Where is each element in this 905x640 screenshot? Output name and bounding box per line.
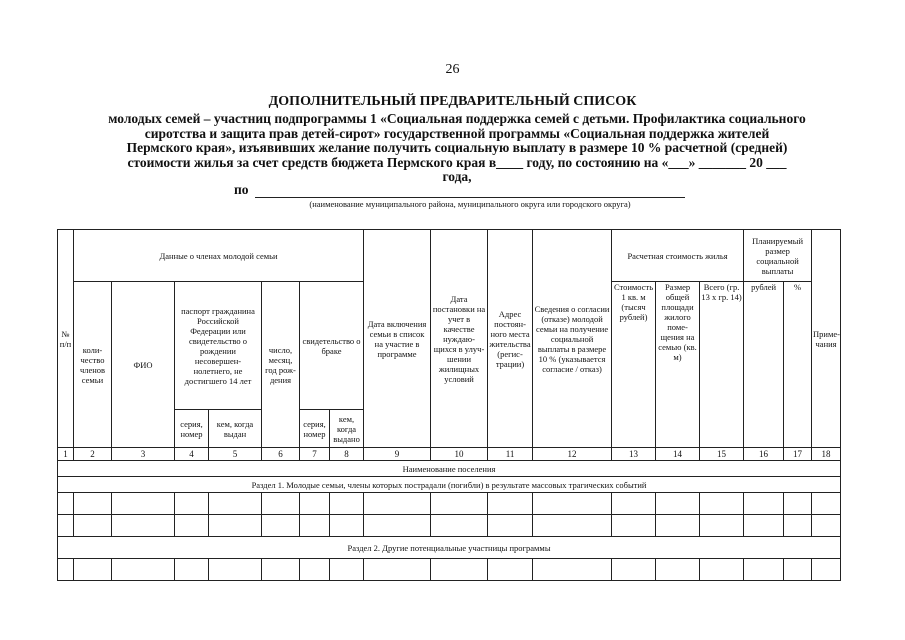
table-row <box>58 493 841 515</box>
column-number: 17 <box>784 448 812 461</box>
section-2-row: Раздел 2. Другие потенциальные участницы программы <box>58 537 841 559</box>
header-rub: рублей <box>744 282 784 448</box>
column-number: 15 <box>700 448 744 461</box>
header-registration-date: Дата постановки на учет в качестве нуждаю-щихся в улуч-шении жилищных условий <box>431 230 488 448</box>
column-number: 9 <box>364 448 431 461</box>
header-address: Адрес постоян-ного места жительства (регис-трации) <box>488 230 533 448</box>
column-number: 16 <box>744 448 784 461</box>
po-label: по <box>234 182 249 197</box>
page-number: 26 <box>445 62 460 77</box>
header-total: Всего (гр. 13 х гр. 14) <box>700 282 744 448</box>
header-num: № п/п <box>58 230 74 448</box>
header-marriage-issued: кем, когда выдано <box>330 410 364 448</box>
subtitle-line: сиротства и защита прав детей-сирот» государственной программы «Социальная поддержка жителей <box>144 125 770 141</box>
subtitle-line: Пермского края», изъявивших желание получить социальную выплату в размере 10 % расчетной (средней) <box>126 140 788 155</box>
column-number: 5 <box>209 448 262 461</box>
header-passport-issued: кем, когда выдан <box>209 410 262 448</box>
family-list-table <box>57 229 841 581</box>
settlement-name-row: Наименование поселения <box>58 461 841 477</box>
column-number: 13 <box>612 448 656 461</box>
column-number: 14 <box>656 448 700 461</box>
header-consent: Сведения о согласии (отказе) молодой семьи на получение социальной выплаты в размере 10 % (указывается согласие / отказ) <box>533 230 612 448</box>
header-area: Размер общей площади жилого поме-щения на семью (кв. м) <box>656 282 700 448</box>
header-birth: число, месяц, год рож-дения <box>262 282 300 448</box>
column-number: 11 <box>488 448 533 461</box>
column-number: 7 <box>300 448 330 461</box>
column-number: 12 <box>533 448 612 461</box>
column-number: 10 <box>431 448 488 461</box>
header-fio: ФИО <box>112 282 175 448</box>
header-passport: паспорт гражданина Российской Федерации или свидетельство о рождении несовершен-нолетнего, не достигшего 14 лет <box>175 282 262 410</box>
municipality-fill-line <box>255 197 685 198</box>
document-title: ДОПОЛНИТЕЛЬНЫЙ ПРЕДВАРИТЕЛЬНЫЙ СПИСОК <box>268 94 637 109</box>
section-1-row: Раздел 1. Молодые семьи, члены которых пострадали (погибли) в результате массовых трагических событий <box>58 477 841 493</box>
header-marriage: свидетельство о браке <box>300 282 364 410</box>
header-passport-series: серия, номер <box>175 410 209 448</box>
column-number: 4 <box>175 448 209 461</box>
header-inclusion-date: Дата включения семьи в список на участие в программе <box>364 230 431 448</box>
column-number: 2 <box>74 448 112 461</box>
column-number: 8 <box>330 448 364 461</box>
header-marriage-series: серия, номер <box>300 410 330 448</box>
header-pct: % <box>784 282 812 448</box>
header-cost-per-m: Стоимость 1 кв. м (тысяч рублей) <box>612 282 656 448</box>
subtitle-line: молодых семей – участниц подпрограммы 1 «Социальная поддержка семей с детьми. Профилактика социального <box>108 111 806 126</box>
municipality-caption: (наименование муниципального района, муниципального округа или городского округа) <box>309 199 631 209</box>
header-payment-group: Планируемый размер социальной выплаты <box>744 230 812 282</box>
subtitle-line: года, <box>442 169 472 184</box>
table-row <box>58 559 841 581</box>
column-number: 1 <box>58 448 74 461</box>
document-subtitle <box>62 112 852 185</box>
column-number: 3 <box>112 448 175 461</box>
column-number: 18 <box>812 448 841 461</box>
header-count: коли-чество членов семьи <box>74 282 112 448</box>
table-row <box>58 515 841 537</box>
subtitle-line: стоимости жилья за счет средств бюджета Пермского края в____ году, по состоянию на «___» _______ 20 ___ <box>127 154 787 170</box>
column-number: 6 <box>262 448 300 461</box>
header-members-group: Данные о членах молодой семьи <box>74 230 364 282</box>
header-cost-group: Расчетная стоимость жилья <box>612 230 744 282</box>
header-notes: Приме-чания <box>812 230 841 448</box>
